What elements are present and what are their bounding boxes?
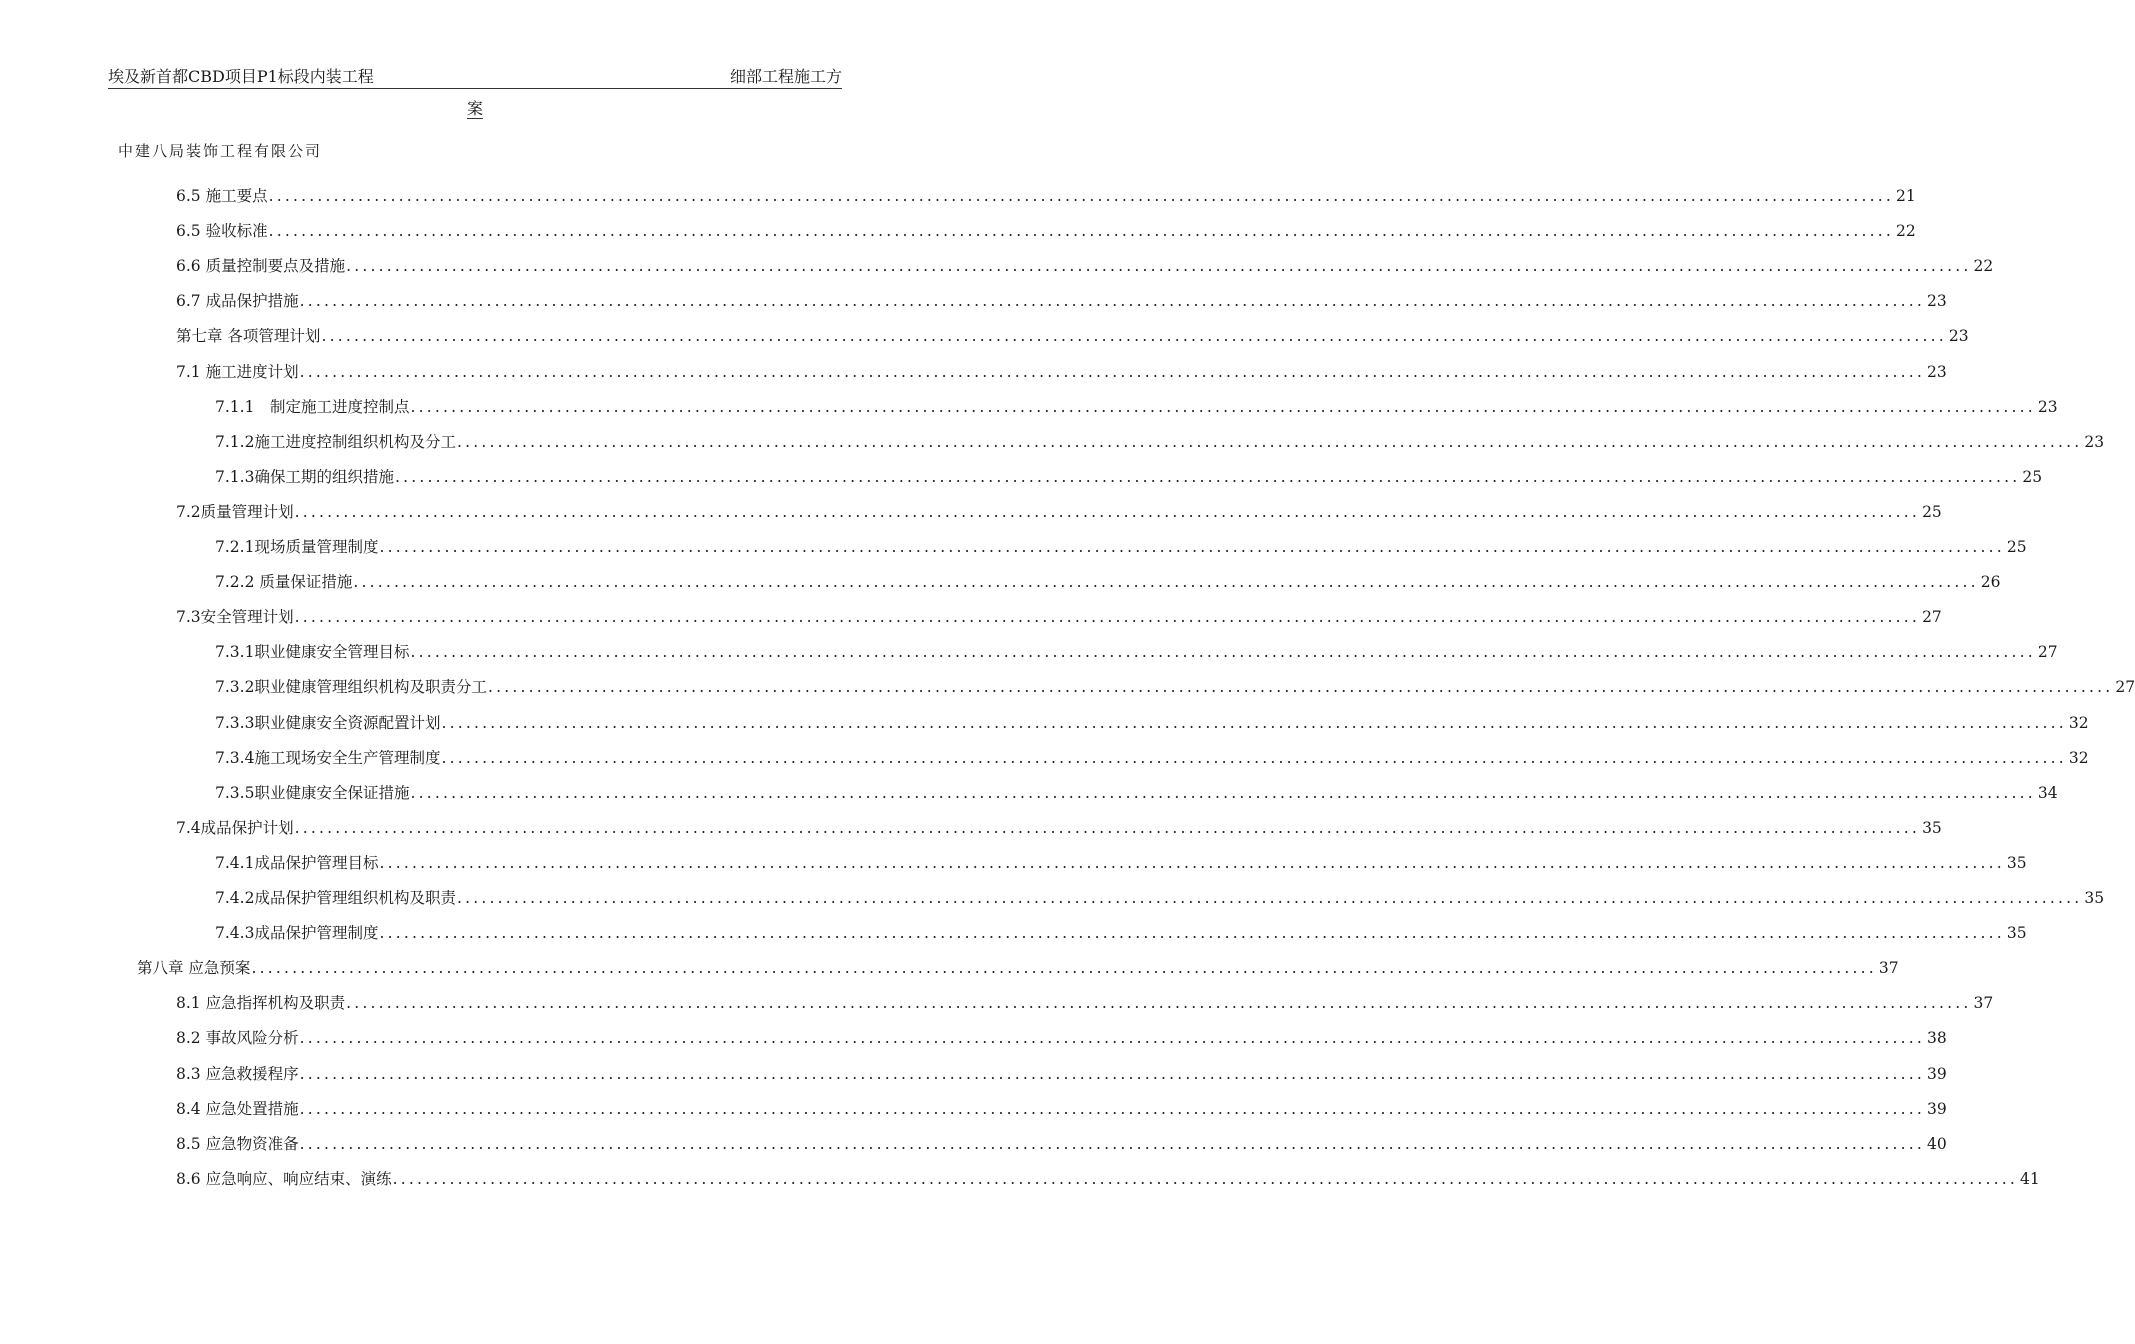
toc-entry-page-number: 22 bbox=[1973, 257, 1994, 275]
toc-dot-leader: ........................................................................................................................................................................................................ bbox=[456, 889, 2083, 907]
toc-entry-title: 7.3.4施工现场安全生产管理制度 bbox=[215, 749, 441, 767]
toc-entry-page-number: 23 bbox=[2084, 433, 2105, 451]
toc-dot-leader: ........................................................................................................................................................................................................ bbox=[410, 398, 2036, 416]
toc-entry-title: 7.4.3成品保护管理制度 bbox=[215, 924, 379, 942]
toc-entry[interactable] bbox=[215, 534, 2027, 560]
toc-entry-page-number: 37 bbox=[1878, 959, 1899, 977]
header-document-title: 细部工程施工方 bbox=[729, 67, 842, 86]
toc-entry[interactable] bbox=[176, 1131, 1947, 1157]
toc-entry[interactable] bbox=[176, 1061, 1947, 1087]
toc-dot-leader: ........................................................................................................................................................................................................ bbox=[410, 784, 2036, 802]
toc-entry[interactable] bbox=[176, 499, 1942, 525]
toc-dot-leader: ........................................................................................................................................................................................................ bbox=[353, 573, 1979, 591]
toc-entry-page-number: 25 bbox=[1922, 503, 1942, 521]
toc-dot-leader: ........................................................................................................................................................................................................ bbox=[299, 1100, 1925, 1118]
toc-dot-leader: ........................................................................................................................................................................................................ bbox=[394, 468, 2021, 486]
toc-entry-title: 8.3 应急救援程序 bbox=[176, 1065, 299, 1083]
toc-dot-leader: ........................................................................................................................................................................................................ bbox=[294, 819, 1921, 837]
toc-entry[interactable] bbox=[176, 323, 1969, 349]
toc-entry[interactable] bbox=[176, 1096, 1947, 1122]
toc-entry-page-number: 23 bbox=[1926, 363, 1947, 381]
toc-entry-page-number: 23 bbox=[1926, 292, 1947, 310]
toc-dot-leader: ........................................................................................................................................................................................................ bbox=[299, 1135, 1925, 1153]
toc-entry[interactable] bbox=[215, 394, 2058, 420]
toc-entry-title: 6.6 质量控制要点及措施 bbox=[176, 257, 346, 275]
toc-entry[interactable] bbox=[137, 955, 1899, 981]
toc-entry[interactable] bbox=[215, 464, 2043, 490]
header-wrap-text: 案 bbox=[466, 99, 483, 118]
toc-entry-page-number: 26 bbox=[1980, 573, 2001, 591]
toc-entry-page-number: 35 bbox=[2006, 854, 2027, 872]
toc-entry-title: 7.4成品保护计划 bbox=[176, 819, 294, 837]
toc-entry-title: 6.5 验收标准 bbox=[176, 222, 268, 240]
toc-entry-title: 7.4.2成品保护管理组织机构及职责 bbox=[215, 889, 456, 907]
header-project-title: 埃及新首都CBD项目P1标段内装工程 bbox=[108, 67, 374, 86]
toc-entry-title: 7.2.1现场质量管理制度 bbox=[215, 538, 379, 556]
toc-entry-title: 7.4.1成品保护管理目标 bbox=[215, 854, 379, 872]
toc-entry[interactable] bbox=[215, 780, 2058, 806]
toc-entry-page-number: 32 bbox=[2068, 714, 2089, 732]
toc-entry-title: 8.1 应急指挥机构及职责 bbox=[176, 994, 346, 1012]
toc-entry-title: 7.2.2 质量保证措施 bbox=[215, 573, 353, 591]
toc-entry-page-number: 40 bbox=[1926, 1135, 1947, 1153]
toc-dot-leader: ........................................................................................................................................................................................................ bbox=[379, 854, 2005, 872]
toc-entry-title: 7.1 施工进度计划 bbox=[176, 363, 299, 381]
toc-entry-title: 7.3.1职业健康安全管理目标 bbox=[215, 643, 410, 661]
toc-entry-page-number: 25 bbox=[2006, 538, 2027, 556]
toc-dot-leader: ........................................................................................................................................................................................................ bbox=[299, 1029, 1925, 1047]
toc-dot-leader: ........................................................................................................................................................................................................ bbox=[410, 643, 2036, 661]
toc-dot-leader: ........................................................................................................................................................................................................ bbox=[392, 1170, 2018, 1188]
toc-entry[interactable] bbox=[215, 710, 2089, 736]
toc-dot-leader: ........................................................................................................................................................................................................ bbox=[456, 433, 2083, 451]
toc-entry-page-number: 41 bbox=[2019, 1170, 2040, 1188]
toc-entry-title: 7.1.3确保工期的组织措施 bbox=[215, 468, 394, 486]
toc-entry-page-number: 37 bbox=[1973, 994, 1994, 1012]
toc-entry-title: 7.3安全管理计划 bbox=[176, 608, 294, 626]
toc-entry[interactable] bbox=[176, 815, 1942, 841]
toc-dot-leader: ........................................................................................................................................................................................................ bbox=[441, 714, 2067, 732]
toc-entry[interactable] bbox=[215, 885, 2105, 911]
toc-entry[interactable] bbox=[215, 639, 2058, 665]
toc-entry[interactable] bbox=[176, 359, 1947, 385]
toc-dot-leader: ........................................................................................................................................................................................................ bbox=[441, 749, 2067, 767]
toc-entry-page-number: 39 bbox=[1926, 1065, 1947, 1083]
toc-entry-page-number: 25 bbox=[2022, 468, 2043, 486]
toc-entry[interactable] bbox=[176, 218, 1916, 244]
toc-entry-title: 6.7 成品保护措施 bbox=[176, 292, 299, 310]
toc-dot-leader: ........................................................................................................................................................................................................ bbox=[299, 292, 1925, 310]
toc-entry[interactable] bbox=[176, 288, 1947, 314]
toc-entry[interactable] bbox=[176, 604, 1942, 630]
toc-entry-page-number: 21 bbox=[1895, 187, 1916, 205]
toc-entry-title: 7.1.1 制定施工进度控制点 bbox=[215, 398, 410, 416]
toc-entry-title: 7.3.2职业健康管理组织机构及职责分工 bbox=[215, 678, 487, 696]
toc-dot-leader: ........................................................................................................................................................................................................ bbox=[268, 222, 1894, 240]
toc-entry-page-number: 35 bbox=[2006, 924, 2027, 942]
toc-entry-title: 6.5 施工要点 bbox=[176, 187, 268, 205]
toc-entry-title: 第七章 各项管理计划 bbox=[176, 327, 321, 345]
toc-dot-leader: ........................................................................................................................................................................................................ bbox=[294, 503, 1921, 521]
toc-entry[interactable] bbox=[176, 253, 1994, 279]
toc-entry-title: 7.3.3职业健康安全资源配置计划 bbox=[215, 714, 441, 732]
toc-dot-leader: ........................................................................................................................................................................................................ bbox=[379, 538, 2005, 556]
toc-entry-page-number: 27 bbox=[2037, 643, 2058, 661]
toc-entry-page-number: 23 bbox=[2037, 398, 2058, 416]
toc-entry-page-number: 35 bbox=[2084, 889, 2105, 907]
toc-entry-title: 8.6 应急响应、响应结束、演练 bbox=[176, 1170, 392, 1188]
toc-entry[interactable] bbox=[215, 569, 2001, 595]
toc-entry-title: 8.2 事故风险分析 bbox=[176, 1029, 299, 1047]
toc-entry-page-number: 27 bbox=[1922, 608, 1942, 626]
toc-entry[interactable] bbox=[176, 1025, 1947, 1051]
company-name: 中建八局装饰工程有限公司 bbox=[118, 142, 323, 160]
toc-dot-leader: ........................................................................................................................................................................................................ bbox=[294, 608, 1921, 626]
toc-dot-leader: ........................................................................................................................................................................................................ bbox=[346, 994, 1972, 1012]
toc-entry-title: 7.3.5职业健康安全保证措施 bbox=[215, 784, 410, 802]
toc-entry-page-number: 32 bbox=[2068, 749, 2089, 767]
toc-entry-page-number: 38 bbox=[1926, 1029, 1947, 1047]
toc-entry-page-number: 27 bbox=[2115, 678, 2135, 696]
toc-entry[interactable] bbox=[215, 429, 2105, 455]
toc-entry-title: 7.1.2施工进度控制组织机构及分工 bbox=[215, 433, 456, 451]
toc-entry-page-number: 34 bbox=[2037, 784, 2058, 802]
toc-entry-title: 第八章 应急预案 bbox=[137, 959, 251, 977]
header-title-continuation bbox=[0, 98, 950, 120]
toc-dot-leader: ........................................................................................................................................................................................................ bbox=[251, 959, 1877, 977]
toc-entry[interactable] bbox=[176, 1166, 2040, 1192]
toc-dot-leader: ........................................................................................................................................................................................................ bbox=[321, 327, 1947, 345]
toc-entry-page-number: 23 bbox=[1948, 327, 1969, 345]
toc-entry-title: 8.5 应急物资准备 bbox=[176, 1135, 299, 1153]
toc-entry-page-number: 22 bbox=[1895, 222, 1916, 240]
page-header bbox=[108, 66, 842, 89]
toc-dot-leader: ........................................................................................................................................................................................................ bbox=[299, 363, 1925, 381]
toc-dot-leader: ........................................................................................................................................................................................................ bbox=[487, 678, 2114, 696]
toc-entry-title: 8.4 应急处置措施 bbox=[176, 1100, 299, 1118]
toc-entry[interactable] bbox=[215, 674, 2135, 700]
toc-entry-title: 7.2质量管理计划 bbox=[176, 503, 294, 521]
toc-dot-leader: ........................................................................................................................................................................................................ bbox=[268, 187, 1894, 205]
toc-entry-page-number: 35 bbox=[1922, 819, 1942, 837]
toc-dot-leader: ........................................................................................................................................................................................................ bbox=[346, 257, 1972, 275]
toc-entry[interactable] bbox=[215, 920, 2027, 946]
toc-entry[interactable] bbox=[176, 183, 1916, 209]
toc-entry[interactable] bbox=[215, 745, 2089, 771]
toc-entry[interactable] bbox=[215, 850, 2027, 876]
toc-entry-page-number: 39 bbox=[1926, 1100, 1947, 1118]
toc-dot-leader: ........................................................................................................................................................................................................ bbox=[379, 924, 2005, 942]
toc-dot-leader: ........................................................................................................................................................................................................ bbox=[299, 1065, 1925, 1083]
toc-entry[interactable] bbox=[176, 990, 1994, 1016]
